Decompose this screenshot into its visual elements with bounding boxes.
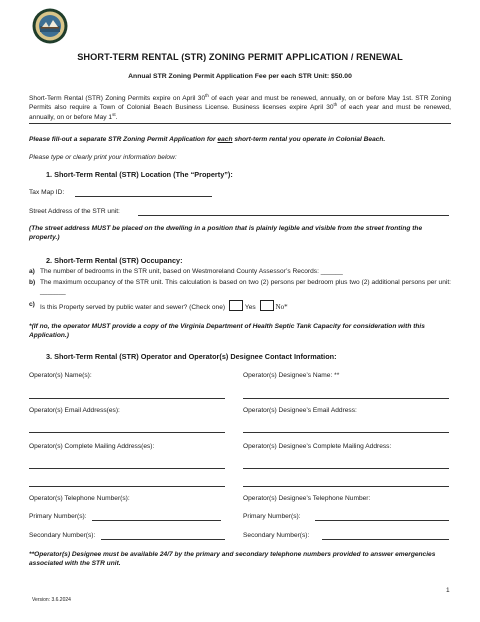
section-1-heading: 1. Short-Term Rental (STR) Location (The “Property”):	[46, 170, 233, 179]
operator-mailing-field-2[interactable]	[29, 486, 225, 487]
designee-secondary-label: Secondary Number(s):	[243, 532, 310, 539]
operator-mailing-label: Operator(s) Complete Mailing Address(es):	[29, 443, 155, 450]
tax-map-label: Tax Map ID:	[29, 189, 65, 196]
water-sewer-yes-checkbox[interactable]	[229, 300, 243, 311]
occupancy-item-c: c) Is this Property served by public water and sewer? (Check one) Yes No*	[29, 301, 288, 311]
operator-email-field[interactable]	[29, 432, 225, 433]
occupancy-item-b: b) The maximum occupancy of the STR unit. This calculation is based on two (2) persons per bedroom plus two (2) additional persons per unit: _______	[29, 279, 451, 295]
print-instructions: Please type or clearly print your information below:	[29, 154, 177, 161]
designee-availability-note: **Operator(s) Designee must be available 24/7 by the primary and secondary telephone numbers provided to answer emergencies associated with the STR unit.	[29, 551, 436, 568]
operator-email-label: Operator(s) Email Address(es):	[29, 407, 120, 414]
intro-paragraph: Short-Term Rental (STR) Zoning Permits expire on April 30th of each year and must be renewed, annually, on or before May 1st. STR Zoning Permits also require a Town of Colonial Beach Business License. Business licenses expire April 30th of each year and must be renewed, annually, on or before May 1st.	[29, 94, 451, 124]
designee-mailing-field-2[interactable]	[243, 486, 449, 487]
street-address-note: (The street address MUST be placed on the dwelling in a position that is plainly legible and visible from the street fronting the property.)	[29, 225, 423, 242]
designee-mailing-label: Operator(s) Designee’s Complete Mailing Address:	[243, 443, 392, 450]
tax-map-field[interactable]	[75, 196, 212, 197]
operator-primary-label: Primary Number(s):	[29, 513, 87, 520]
occupancy-item-a: a) The number of bedrooms in the STR unit, based on Westmoreland County Assessor’s Records: ______	[29, 268, 343, 275]
water-sewer-no-checkbox[interactable]	[260, 300, 274, 311]
operator-mailing-field-1[interactable]	[29, 468, 225, 469]
section-3-heading: 3. Short-Term Rental (STR) Operator and Operator(s) Designee Contact Information:	[46, 352, 337, 361]
designee-email-label: Operator(s) Designee’s Email Address:	[243, 407, 357, 414]
no-label: No*	[275, 303, 288, 311]
form-title: SHORT-TERM RENTAL (STR) ZONING PERMIT APPLICATION / RENEWAL	[77, 52, 403, 62]
operator-secondary-label: Secondary Number(s):	[29, 532, 96, 539]
version-label: Version: 3.6.2024	[32, 597, 71, 603]
septic-note: *(If no, the operator MUST provide a copy of the Virginia Department of Health Septic Tank Capacity for consideration with this Application.)	[29, 323, 425, 340]
designee-secondary-field[interactable]	[322, 539, 449, 540]
designee-name-field[interactable]	[243, 398, 449, 399]
designee-mailing-field-1[interactable]	[243, 468, 449, 469]
fee-line: Annual STR Zoning Permit Application Fee per each STR Unit: $50.00	[128, 73, 352, 80]
operator-secondary-field[interactable]	[101, 539, 225, 540]
operator-phone-label: Operator(s) Telephone Number(s):	[29, 495, 130, 502]
street-address-field[interactable]	[138, 215, 449, 216]
colonial-beach-seal-icon	[32, 8, 68, 44]
operator-name-label: Operator(s) Name(s):	[29, 372, 92, 379]
yes-label: Yes	[244, 304, 256, 311]
operator-primary-field[interactable]	[92, 520, 221, 521]
separate-application-note: Please fill-out a separate STR Zoning Permit Application for each short-term rental you operate in Colonial Beach.	[29, 136, 386, 143]
page-number: 1	[446, 587, 450, 594]
operator-name-field[interactable]	[29, 398, 225, 399]
designee-name-label: Operator(s) Designee’s Name: **	[243, 372, 340, 379]
designee-primary-label: Primary Number(s):	[243, 513, 301, 520]
designee-email-field[interactable]	[243, 432, 449, 433]
designee-primary-field[interactable]	[315, 520, 449, 521]
street-address-label: Street Address of the STR unit:	[29, 208, 120, 215]
section-2-heading: 2. Short-Term Rental (STR) Occupancy:	[46, 256, 183, 265]
designee-phone-label: Operator(s) Designee’s Telephone Number:	[243, 495, 371, 502]
